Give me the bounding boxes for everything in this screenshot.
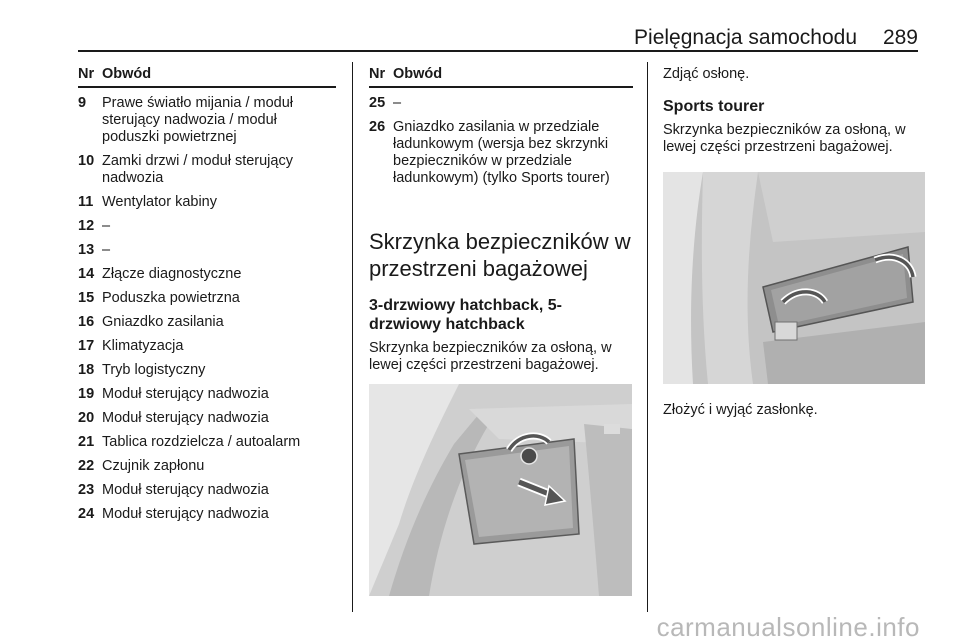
fuse-circuit: Moduł sterujący nadwozia xyxy=(102,410,269,426)
right-column xyxy=(663,66,925,156)
table-row xyxy=(78,314,336,331)
fuse-number: 16 xyxy=(78,314,95,330)
fuse-number: 22 xyxy=(78,458,95,474)
sports-tourer-text: Skrzynka bezpieczników za osłoną, w lewej części przestrzeni bagażowej. xyxy=(663,122,906,155)
fuse-circuit: Zamki drzwi / moduł sterujący nadwozia xyxy=(102,153,293,186)
section-block xyxy=(369,228,635,374)
column-divider-left xyxy=(352,62,353,612)
fuse-number: 9 xyxy=(78,95,87,111)
fuse-number: 19 xyxy=(78,386,95,402)
subheading-sports-tourer: Sports tourer xyxy=(663,98,765,115)
table-row xyxy=(78,362,336,379)
fuse-circuit: Tryb logistyczny xyxy=(102,362,206,378)
table-row xyxy=(78,95,336,146)
fuse-circuit: Prawe światło mijania / moduł sterujący nadwozia / moduł poduszki powietrznej xyxy=(102,95,293,145)
table-header xyxy=(369,66,633,88)
fuse-box-hatchback-illustration xyxy=(369,384,632,596)
table-row xyxy=(78,153,336,187)
column-header-nr: Nr xyxy=(369,66,386,82)
column-header-nr: Nr xyxy=(78,66,95,82)
fuse-number: 14 xyxy=(78,266,95,282)
fuse-table-left xyxy=(78,66,336,523)
table-row xyxy=(78,194,336,211)
table-header xyxy=(78,66,336,88)
fuse-number: 13 xyxy=(78,242,95,258)
table-row xyxy=(78,386,336,403)
fuse-number: 24 xyxy=(78,506,95,522)
fuse-circuit: Gniazdko zasilania w przedziale ładunkowym (wersja bez skrzynki bezpieczników w przedziale ładunkowym) (tylko Sports tourer) xyxy=(393,119,610,186)
section-heading: Skrzynka bezpieczników w przestrzeni bagażowej xyxy=(369,229,631,281)
fuse-circuit: Gniazdko zasilania xyxy=(102,314,224,330)
fuse-circuit: Wentylator kabiny xyxy=(102,194,217,210)
fuse-number: 17 xyxy=(78,338,95,354)
fuse-circuit: Czujnik zapłonu xyxy=(102,458,205,474)
table-row xyxy=(78,242,336,259)
intro-text: Zdjąć osłonę. xyxy=(663,66,750,82)
table-row xyxy=(78,410,336,427)
fuse-number: 23 xyxy=(78,482,95,498)
fuse-number: 26 xyxy=(369,119,386,135)
fuse-number: 18 xyxy=(78,362,95,378)
section-subheading: 3-drzwiowy hatchback, 5-drzwiowy hatchback xyxy=(369,297,562,333)
column-divider-right xyxy=(647,62,648,612)
column-header-circuit: Obwód xyxy=(102,66,152,82)
table-row xyxy=(78,338,336,355)
fuse-circuit: Klimatyzacja xyxy=(102,338,184,354)
fuse-number: 20 xyxy=(78,410,95,426)
fuse-circuit: Moduł sterujący nadwozia xyxy=(102,482,269,498)
fuse-number: 11 xyxy=(78,194,94,210)
fuse-box-sports-tourer-illustration xyxy=(663,172,925,384)
fuse-number: 15 xyxy=(78,290,95,306)
table-row xyxy=(78,506,336,523)
fuse-circuit: Złącze diagnostyczne xyxy=(102,266,242,282)
page-number: 289 xyxy=(882,26,918,49)
table-row xyxy=(369,119,633,187)
fuse-number: 10 xyxy=(78,153,95,169)
header-rule xyxy=(78,50,918,52)
table-row xyxy=(78,482,336,499)
fuse-table-middle xyxy=(369,66,633,187)
table-row xyxy=(78,458,336,475)
section-text: Skrzynka bezpieczników za osłoną, w lewej części przestrzeni bagażowej. xyxy=(369,340,612,373)
watermark: carmanualsonline.info xyxy=(656,612,920,642)
fuse-circuit: – xyxy=(102,218,111,234)
table-row xyxy=(78,290,336,307)
fuse-number: 25 xyxy=(369,95,386,111)
table-row xyxy=(78,266,336,283)
fuse-circuit: Moduł sterujący nadwozia xyxy=(102,506,269,522)
fuse-number: 21 xyxy=(78,434,95,450)
fuse-circuit: – xyxy=(393,95,402,111)
fuse-circuit: – xyxy=(102,242,111,258)
table-row xyxy=(78,218,336,235)
figure-caption: Złożyć i wyjąć zasłonkę. xyxy=(663,402,818,418)
fuse-circuit: Tablica rozdzielcza / autoalarm xyxy=(102,434,301,450)
fuse-circuit: Poduszka powietrzna xyxy=(102,290,240,306)
table-row xyxy=(369,95,633,112)
fuse-circuit: Moduł sterujący nadwozia xyxy=(102,386,269,402)
column-header-circuit: Obwód xyxy=(393,66,443,82)
table-row xyxy=(78,434,336,451)
fuse-number: 12 xyxy=(78,218,95,234)
header-title: Pielęgnacja samochodu xyxy=(634,26,857,49)
